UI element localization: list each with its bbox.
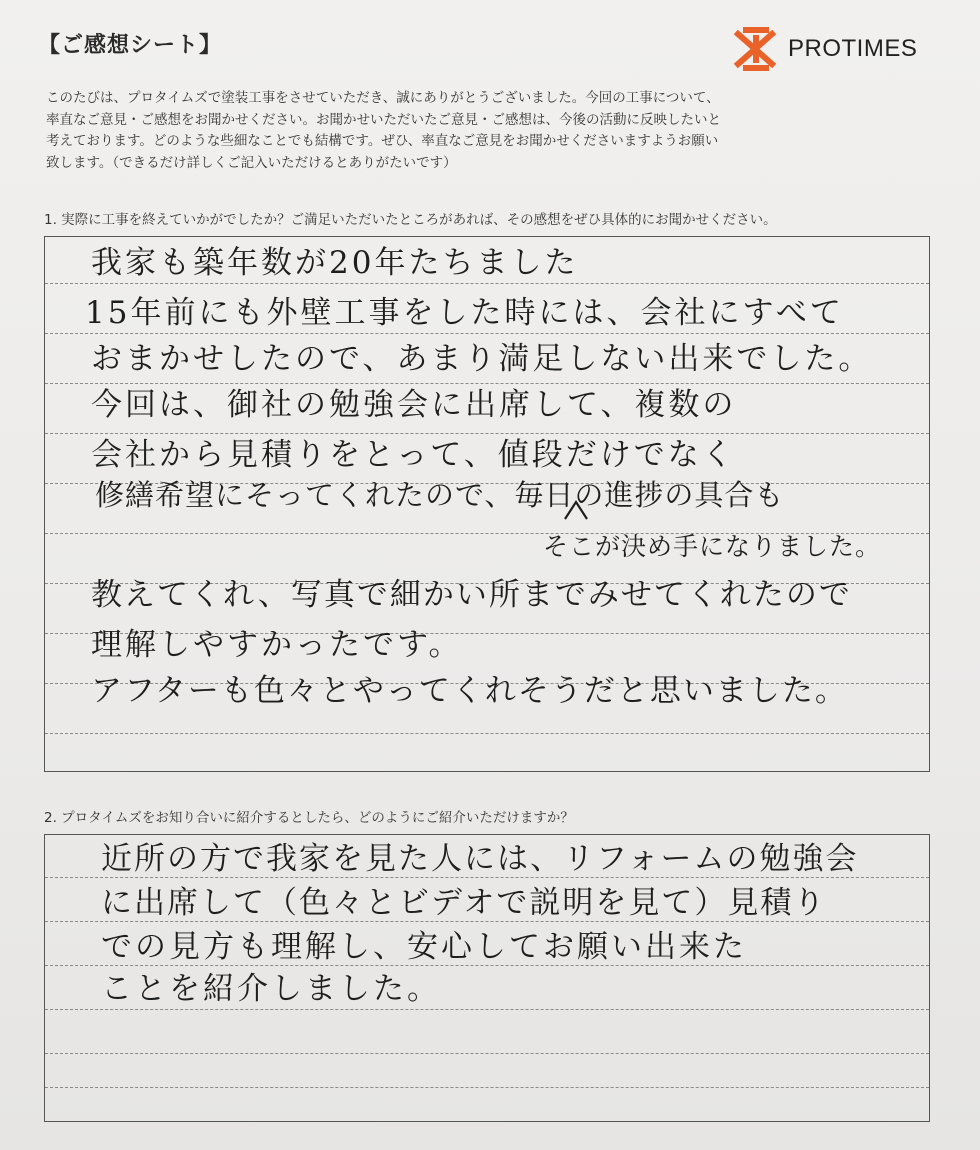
ruled-line <box>45 333 929 334</box>
handwritten-line: 今回は、御社の勉強会に出席して、複数の <box>91 387 737 423</box>
intro-line: 致します。（できるだけ詳しくご記入いただけるとありがたいです） <box>46 154 457 171</box>
sheet-title: 【ご感想シート】 <box>38 33 223 58</box>
ruled-line <box>45 965 929 966</box>
ruled-line <box>45 433 929 434</box>
handwritten-line: 近所の方で我家を見た人には、リフォームの勉強会 <box>101 841 859 877</box>
ruled-line <box>45 921 929 922</box>
intro-text <box>46 88 946 174</box>
handwritten-line: ことを紹介しました。 <box>101 971 441 1007</box>
handwritten-line: 会社から見積りをとって、値段だけでなく <box>91 437 736 473</box>
ruled-line <box>45 1087 929 1088</box>
intro-line: このたびは、プロタイムズで塗装工事をさせていただき、誠にありがとうございました。今回の工事について、 <box>46 90 720 106</box>
insertion-caret-icon <box>563 499 589 521</box>
protimes-logo <box>732 26 917 72</box>
ruled-line <box>45 733 929 734</box>
handwritten-line: に出席して（色々とビデオで説明を見て）見積り <box>101 885 827 921</box>
handwritten-line: アフターも色々とやってくれそうだと思いました。 <box>91 673 848 709</box>
handwritten-line: での見方も理解し、安心してお願い出来た <box>101 929 747 965</box>
ruled-line <box>45 283 929 284</box>
intro-line: 考えております。どのような些細なことでも結構です。ぜひ、率直なご意見をお聞かせくださいますようお願い <box>46 133 719 149</box>
question-2: 2. プロタイムズをお知り合いに紹介するとしたら、どのようにご紹介いただけますか？ <box>44 810 574 826</box>
question-1: 1. 実際に工事を終えていかがでしたか？ご満足いただいたところがあれば、その感想をぜひ具体的にお聞かせください。 <box>44 212 777 228</box>
answer-box-2 <box>44 834 930 1122</box>
intro-line: 率直なご意見・ご感想をお聞かせください。お聞かせいただいたご意見・ご感想は、今後の活動に反映したいと <box>46 111 721 128</box>
protimes-logo-icon <box>732 26 780 72</box>
ruled-line <box>45 383 929 384</box>
handwritten-line: おまかせしたので、あまり満足しない出来でした。 <box>91 341 873 377</box>
inserted-note: そこが決め手になりました。 <box>543 532 882 561</box>
handwritten-line: 我家も築年数が20年たちました <box>91 245 579 281</box>
answer-box-1 <box>44 236 930 772</box>
ruled-line <box>45 1053 929 1054</box>
handwritten-line: 理解しやすかったです。 <box>91 627 463 663</box>
handwritten-line: 修繕希望にそってくれたので、毎日の進捗の具合も <box>95 478 785 512</box>
handwritten-line: 15年前にも外壁工事をした時には、会社にすべて <box>85 295 844 331</box>
ruled-line <box>45 1009 929 1010</box>
ruled-line <box>45 877 929 878</box>
handwritten-line: 教えてくれ、写真で細かい所までみせてくれたので <box>91 577 852 613</box>
logo-wordmark: PROTIMES <box>788 35 918 62</box>
